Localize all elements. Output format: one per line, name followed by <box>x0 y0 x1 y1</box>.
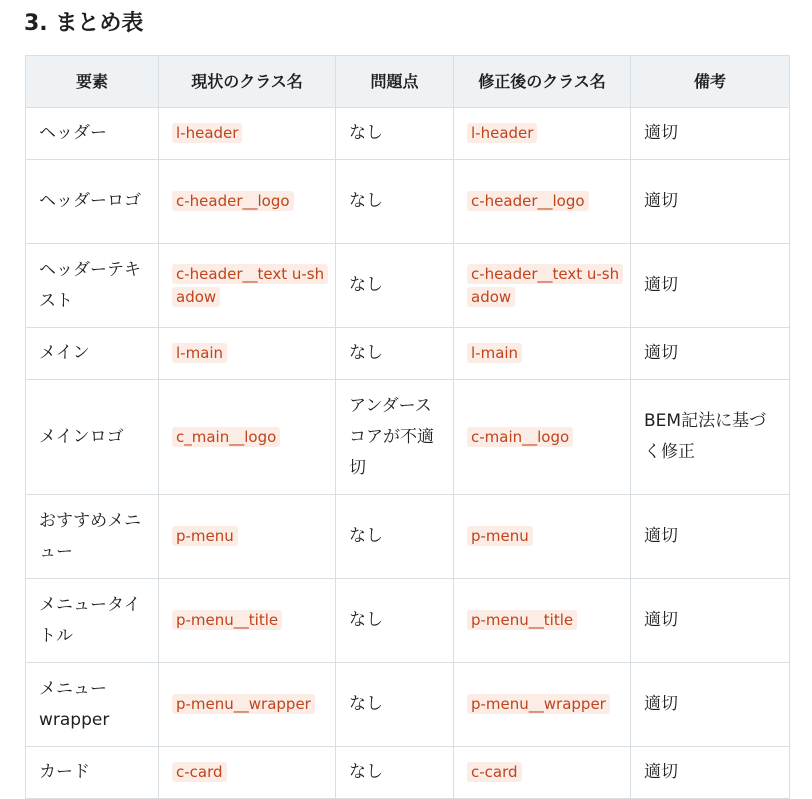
section-heading: 3. まとめ表 <box>24 11 144 36</box>
table-row <box>26 663 790 747</box>
cell-element: カード <box>26 747 159 799</box>
cell-note: 適切 <box>631 108 790 160</box>
cell-issue: なし <box>336 160 454 244</box>
cell-note: 適切 <box>631 160 790 244</box>
fixed-class-code: p-menu <box>467 526 533 546</box>
current-class-code: c-header__logo <box>172 191 294 211</box>
fixed-class-code: l-header <box>467 123 537 143</box>
table-header-row <box>26 56 790 108</box>
header-element: 要素 <box>26 56 159 108</box>
fixed-class-code: p-menu__wrapper <box>467 694 610 714</box>
header-fixed-class: 修正後のクラス名 <box>454 56 631 108</box>
fixed-class-code: c-main__logo <box>467 427 573 447</box>
table-row <box>26 380 790 495</box>
cell-issue: なし <box>336 663 454 747</box>
header-note: 備考 <box>631 56 790 108</box>
table-row <box>26 579 790 663</box>
current-class-code: l-main <box>172 343 227 363</box>
cell-issue: アンダースコアが不適切 <box>336 380 454 495</box>
cell-element: ヘッダーロゴ <box>26 160 159 244</box>
current-class-code: c_main__logo <box>172 427 280 447</box>
cell-element: メイン <box>26 328 159 380</box>
cell-note: 適切 <box>631 328 790 380</box>
cell-element: メニューwrapper <box>26 663 159 747</box>
header-issue: 問題点 <box>336 56 454 108</box>
cell-issue: なし <box>336 495 454 579</box>
cell-issue: なし <box>336 108 454 160</box>
cell-note: 適切 <box>631 579 790 663</box>
cell-note: 適切 <box>631 244 790 328</box>
cell-note: BEM記法に基づく修正 <box>631 380 790 495</box>
fixed-class-code: c-card <box>467 762 522 782</box>
cell-issue: なし <box>336 244 454 328</box>
fixed-class-code: l-main <box>467 343 522 363</box>
cell-issue: なし <box>336 328 454 380</box>
current-class-code: p-menu__wrapper <box>172 694 315 714</box>
current-class-code: c-header__text u-shadow <box>172 264 328 307</box>
table-row <box>26 328 790 380</box>
cell-element: メインロゴ <box>26 380 159 495</box>
fixed-class-code: c-header__text u-shadow <box>467 264 623 307</box>
cell-element: ヘッダー <box>26 108 159 160</box>
cell-issue: なし <box>336 747 454 799</box>
fixed-class-code: p-menu__title <box>467 610 577 630</box>
current-class-code: c-card <box>172 762 227 782</box>
table-row <box>26 108 790 160</box>
current-class-code: p-menu__title <box>172 610 282 630</box>
table-row <box>26 495 790 579</box>
cell-element: ヘッダーテキスト <box>26 244 159 328</box>
cell-note: 適切 <box>631 495 790 579</box>
cell-issue: なし <box>336 579 454 663</box>
table-row <box>26 160 790 244</box>
cell-note: 適切 <box>631 663 790 747</box>
cell-element: おすすめメニュー <box>26 495 159 579</box>
cell-element: メニュータイトル <box>26 579 159 663</box>
cell-note: 適切 <box>631 747 790 799</box>
table-row <box>26 747 790 799</box>
table-row <box>26 244 790 328</box>
fixed-class-code: c-header__logo <box>467 191 589 211</box>
current-class-code: p-menu <box>172 526 238 546</box>
current-class-code: l-header <box>172 123 242 143</box>
summary-table <box>25 55 790 799</box>
header-current-class: 現状のクラス名 <box>159 56 336 108</box>
